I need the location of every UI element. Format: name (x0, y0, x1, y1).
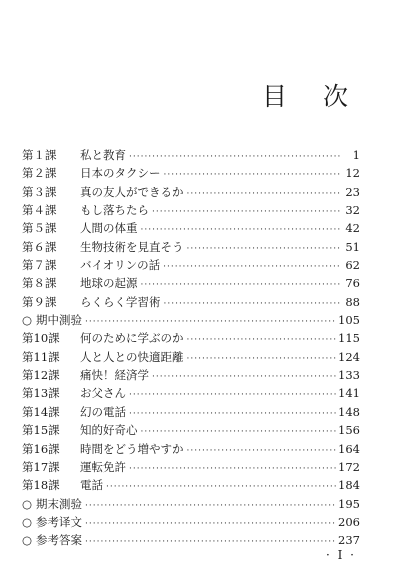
toc-entry-title: 日本のタクシー (80, 166, 161, 181)
toc-entry (22, 164, 360, 182)
toc-page-number: 23 (345, 184, 360, 199)
toc-dot-leader (187, 350, 337, 368)
toc-entry (22, 384, 360, 402)
toc-entry-title: 時間をどう増やすか (80, 441, 184, 456)
toc-entry-title: 知的好奇心 (80, 423, 138, 438)
toc-dot-leader (129, 405, 336, 423)
toc-page-number: 206 (338, 514, 360, 529)
toc-dot-leader (106, 478, 336, 496)
toc-dot-leader (152, 203, 340, 221)
toc-lesson-number: 第12課 (22, 368, 60, 383)
toc-page-number: 105 (338, 313, 360, 328)
toc-lesson-number: 第７課 (22, 258, 57, 273)
toc-entry (22, 495, 360, 513)
toc-page-number: 164 (338, 441, 360, 456)
toc-lesson-number: ○ (22, 496, 33, 511)
toc-dot-leader (187, 240, 341, 258)
toc-page-number: 88 (345, 294, 360, 309)
toc-lesson-number: 第９課 (22, 294, 57, 309)
toc-entry-title: 電話 (80, 478, 103, 493)
toc-page-number: 148 (338, 404, 360, 419)
toc-entry (22, 238, 360, 256)
toc-entry-title: 参考答案 (36, 533, 83, 548)
toc-lesson-number: ○ (22, 533, 33, 548)
toc-page-number: 184 (338, 478, 360, 493)
toc-entry-title: 期末測验 (36, 496, 83, 511)
toc-entry-title: 参考译文 (36, 514, 83, 529)
toc-dot-leader (164, 166, 341, 184)
toc-entry-title: 生物技術を見直そう (80, 239, 184, 254)
toc-dot-leader (129, 148, 340, 166)
toc-lesson-number: 第８課 (22, 276, 57, 291)
toc-entry (22, 440, 360, 458)
toc-entry (22, 274, 360, 292)
toc-dot-leader (152, 368, 336, 386)
toc-dot-leader (163, 258, 340, 276)
toc-entry (22, 256, 360, 274)
toc-lesson-number: 第10課 (22, 331, 60, 346)
toc-entry (22, 329, 360, 347)
toc-lesson-number: 第16課 (22, 441, 60, 456)
toc-lesson-number: 第５課 (22, 221, 57, 236)
toc-page-number: 172 (338, 459, 360, 474)
toc-entry-title: 真の友人ができるか (80, 184, 184, 199)
toc-dot-leader (129, 460, 336, 478)
toc-entry-title: 人間の体重 (80, 221, 138, 236)
toc-page-number: 195 (338, 496, 360, 511)
toc-entry (22, 403, 360, 421)
toc-entry (22, 201, 360, 219)
toc-entry (22, 219, 360, 237)
toc-entry (22, 183, 360, 201)
toc-lesson-number: 第２課 (22, 166, 57, 181)
toc-page-number: 133 (338, 368, 360, 383)
toc-entry-title: 地球の起源 (80, 276, 138, 291)
toc-entry-title: らくらく学習術 (80, 294, 161, 309)
toc-page-number: 42 (345, 221, 360, 236)
toc-lesson-number: 第14課 (22, 404, 60, 419)
toc-lesson-number: 第15課 (22, 423, 60, 438)
toc-entry (22, 458, 360, 476)
toc-page-number: 62 (345, 258, 360, 273)
toc-lesson-number: 第１課 (22, 148, 57, 162)
toc-lesson-number: ○ (22, 313, 33, 328)
toc-entry-title: 人と人との快適距離 (80, 349, 184, 364)
toc-entry-title: 私と教育 (80, 148, 126, 162)
toc-dot-leader (85, 533, 336, 551)
toc-dot-leader (129, 386, 336, 404)
page-number-footer: · I · (326, 548, 356, 562)
toc-page-number: 12 (345, 166, 360, 181)
toc-entry (22, 311, 360, 329)
toc-entry-title: もし落ちたら (80, 203, 149, 218)
table-of-contents (22, 146, 360, 550)
toc-page-number: 76 (345, 276, 360, 291)
toc-entry (22, 531, 360, 549)
toc-dot-leader (187, 331, 337, 349)
toc-entry (22, 348, 360, 366)
toc-lesson-number: 第６課 (22, 239, 57, 254)
toc-entry (22, 146, 360, 164)
toc-page-number: 1 (352, 148, 360, 162)
toc-page-number: 237 (338, 533, 360, 548)
toc-lesson-number: 第３課 (22, 184, 57, 199)
toc-page-number: 156 (338, 423, 360, 438)
toc-dot-leader (85, 515, 336, 533)
toc-lesson-number: 第17課 (22, 459, 60, 474)
toc-lesson-number: 第４課 (22, 203, 57, 218)
toc-entry-title: 幻の電話 (80, 404, 126, 419)
toc-entry (22, 476, 360, 494)
toc-page-number: 141 (338, 386, 360, 401)
toc-lesson-number: 第18課 (22, 478, 60, 493)
toc-dot-leader (85, 497, 336, 515)
toc-dot-leader (187, 442, 337, 460)
toc-lesson-number: ○ (22, 514, 33, 529)
toc-page-number: 115 (338, 331, 360, 346)
toc-lesson-number: 第11課 (22, 349, 60, 364)
toc-page-number: 124 (338, 349, 360, 364)
toc-entry (22, 366, 360, 384)
toc-dot-leader (141, 276, 341, 294)
page-title: 目 次 (262, 82, 362, 111)
toc-dot-leader (187, 185, 341, 203)
toc-entry (22, 513, 360, 531)
toc-entry-title: 期中測验 (36, 313, 83, 328)
toc-entry-title: 何のために学ぶのか (80, 331, 184, 346)
toc-entry-title: バイオリンの話 (80, 258, 161, 273)
toc-entry-title: お父さん (80, 386, 126, 401)
toc-page-number: 51 (345, 239, 360, 254)
toc-lesson-number: 第13課 (22, 386, 60, 401)
toc-page-number: 32 (345, 203, 360, 218)
toc-entry (22, 421, 360, 439)
toc-entry (22, 293, 360, 311)
toc-entry-title: 運転免許 (80, 459, 126, 474)
toc-dot-leader (164, 295, 341, 313)
toc-entry-title: 痛快！経済学 (80, 368, 149, 383)
